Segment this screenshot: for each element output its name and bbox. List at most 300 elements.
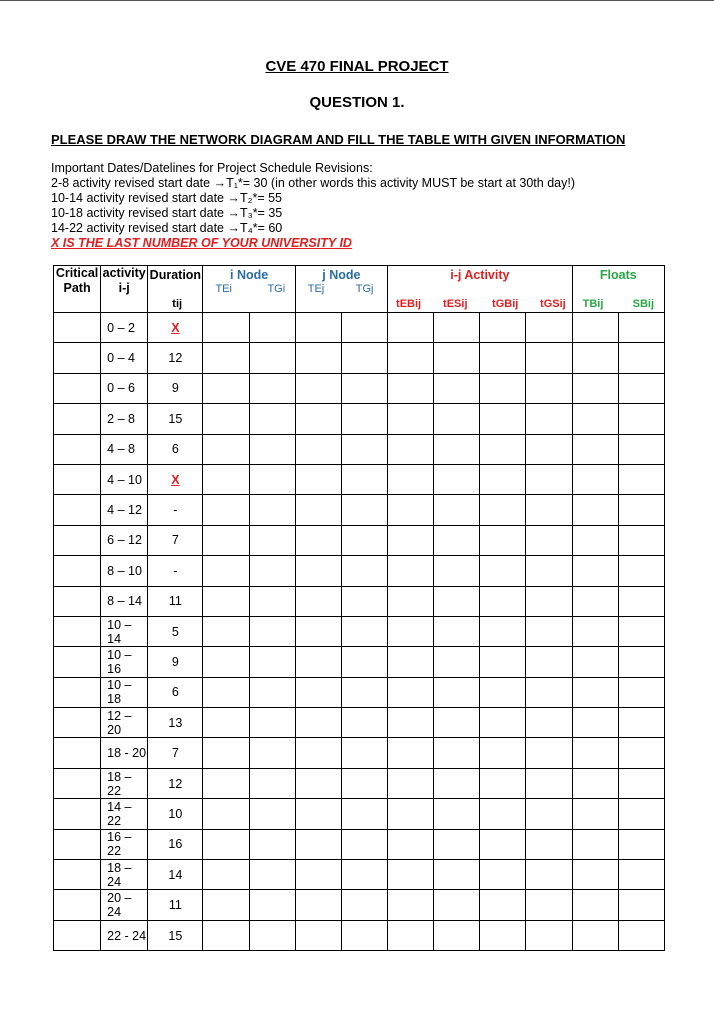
header-tgj: TGj: [355, 283, 374, 295]
blank-answer-cell[interactable]: [388, 768, 434, 798]
blank-answer-cell[interactable]: [526, 890, 572, 920]
table-row: [54, 768, 665, 798]
blank-answer-cell[interactable]: [249, 616, 295, 646]
blank-answer-cell[interactable]: [341, 738, 387, 768]
blank-answer-cell[interactable]: [388, 799, 434, 829]
blank-answer-cell[interactable]: [572, 525, 618, 555]
activity-cell: 10 – 14: [101, 616, 148, 646]
duration-cell: 14: [148, 860, 203, 890]
blank-answer-cell[interactable]: [618, 890, 664, 920]
blank-answer-cell[interactable]: [526, 495, 572, 525]
blank-answer-cell[interactable]: [203, 768, 249, 798]
blank-answer-cell[interactable]: [480, 525, 526, 555]
activity-cell: 2 – 8: [101, 404, 148, 434]
critical-path-cell[interactable]: [54, 738, 101, 768]
blank-answer-cell[interactable]: [249, 434, 295, 464]
blank-answer-cell[interactable]: [203, 677, 249, 707]
blank-answer-cell[interactable]: [526, 860, 572, 890]
critical-path-cell[interactable]: [54, 768, 101, 798]
blank-answer-cell[interactable]: [572, 313, 618, 343]
blank-answer-cell[interactable]: [295, 586, 341, 616]
table-row: [54, 890, 665, 920]
blank-answer-cell[interactable]: [341, 525, 387, 555]
blank-answer-cell[interactable]: [526, 677, 572, 707]
blank-answer-cell[interactable]: [618, 708, 664, 738]
blank-answer-cell[interactable]: [526, 343, 572, 373]
blank-answer-cell[interactable]: [341, 799, 387, 829]
blank-answer-cell[interactable]: [618, 434, 664, 464]
blank-answer-cell[interactable]: [526, 920, 572, 950]
blank-answer-cell[interactable]: [295, 373, 341, 403]
blank-answer-cell[interactable]: [572, 434, 618, 464]
blank-answer-cell[interactable]: [434, 799, 480, 829]
blank-answer-cell[interactable]: [341, 464, 387, 494]
blank-answer-cell[interactable]: [526, 647, 572, 677]
table-row: [54, 525, 665, 555]
blank-answer-cell[interactable]: [341, 920, 387, 950]
blank-answer-cell[interactable]: [341, 829, 387, 859]
blank-answer-cell[interactable]: [341, 343, 387, 373]
blank-answer-cell[interactable]: [434, 890, 480, 920]
blank-answer-cell[interactable]: [203, 920, 249, 950]
blank-answer-cell[interactable]: [295, 556, 341, 586]
activity-cell: 12 – 20: [101, 708, 148, 738]
duration-cell: -: [148, 495, 203, 525]
revision-notes: [51, 161, 575, 251]
blank-answer-cell[interactable]: [572, 556, 618, 586]
duration-cell: 9: [148, 373, 203, 403]
blank-answer-cell[interactable]: [295, 434, 341, 464]
activity-cell: 22 - 24: [101, 920, 148, 950]
blank-answer-cell[interactable]: [480, 616, 526, 646]
table-row: [54, 404, 665, 434]
blank-answer-cell[interactable]: [203, 556, 249, 586]
blank-answer-cell[interactable]: [572, 829, 618, 859]
table-row: [54, 647, 665, 677]
blank-answer-cell[interactable]: [203, 860, 249, 890]
blank-answer-cell[interactable]: [526, 313, 572, 343]
blank-answer-cell[interactable]: [249, 586, 295, 616]
blank-answer-cell[interactable]: [341, 313, 387, 343]
blank-answer-cell[interactable]: [480, 647, 526, 677]
header-tgi: TGi: [267, 283, 286, 295]
activity-cell: 20 – 24: [101, 890, 148, 920]
blank-answer-cell[interactable]: [434, 434, 480, 464]
critical-path-cell[interactable]: [54, 586, 101, 616]
blank-answer-cell[interactable]: [249, 920, 295, 950]
duration-cell: 13: [148, 708, 203, 738]
header-duration-label: Duration: [149, 268, 202, 282]
blank-answer-cell[interactable]: [295, 313, 341, 343]
blank-answer-cell[interactable]: [388, 373, 434, 403]
duration-cell: 9: [148, 647, 203, 677]
blank-answer-cell[interactable]: [203, 829, 249, 859]
blank-answer-cell[interactable]: [249, 738, 295, 768]
blank-answer-cell[interactable]: [572, 495, 618, 525]
blank-answer-cell[interactable]: [618, 404, 664, 434]
blank-answer-cell[interactable]: [618, 525, 664, 555]
blank-answer-cell[interactable]: [434, 738, 480, 768]
blank-answer-cell[interactable]: [295, 525, 341, 555]
duration-cell: -: [148, 556, 203, 586]
blank-answer-cell[interactable]: [341, 586, 387, 616]
blank-answer-cell[interactable]: [341, 890, 387, 920]
blank-answer-cell[interactable]: [572, 920, 618, 950]
activity-cell: 0 – 6: [101, 373, 148, 403]
blank-answer-cell[interactable]: [203, 495, 249, 525]
blank-answer-cell[interactable]: [203, 799, 249, 829]
blank-answer-cell[interactable]: [388, 647, 434, 677]
blank-answer-cell[interactable]: [295, 829, 341, 859]
blank-answer-cell[interactable]: [388, 495, 434, 525]
header-j-node-label: j Node: [322, 268, 361, 282]
blank-answer-cell[interactable]: [618, 343, 664, 373]
blank-answer-cell[interactable]: [388, 343, 434, 373]
blank-answer-cell[interactable]: [572, 343, 618, 373]
duration-cell: 6: [148, 677, 203, 707]
blank-answer-cell[interactable]: [480, 860, 526, 890]
blank-answer-cell[interactable]: [480, 434, 526, 464]
blank-answer-cell[interactable]: [341, 434, 387, 464]
duration-cell: 12: [148, 343, 203, 373]
blank-answer-cell[interactable]: [341, 556, 387, 586]
blank-answer-cell[interactable]: [341, 708, 387, 738]
blank-answer-cell[interactable]: [295, 647, 341, 677]
blank-answer-cell[interactable]: [618, 616, 664, 646]
table-row: [54, 464, 665, 494]
blank-answer-cell[interactable]: [388, 313, 434, 343]
blank-answer-cell[interactable]: [203, 404, 249, 434]
blank-answer-cell[interactable]: [295, 404, 341, 434]
blank-answer-cell[interactable]: [618, 313, 664, 343]
blank-answer-cell[interactable]: [572, 647, 618, 677]
duration-cell: [148, 464, 203, 494]
blank-answer-cell[interactable]: [203, 313, 249, 343]
blank-answer-cell[interactable]: [572, 373, 618, 403]
activity-cell: 10 – 18: [101, 677, 148, 707]
blank-answer-cell[interactable]: [480, 799, 526, 829]
x-duration-mark: X: [171, 320, 180, 335]
blank-answer-cell[interactable]: [434, 495, 480, 525]
header-duration: [148, 266, 203, 313]
blank-answer-cell[interactable]: [526, 586, 572, 616]
duration-cell: 15: [148, 920, 203, 950]
critical-path-cell[interactable]: [54, 373, 101, 403]
duration-cell: 7: [148, 738, 203, 768]
blank-answer-cell[interactable]: [572, 616, 618, 646]
blank-answer-cell[interactable]: [434, 829, 480, 859]
blank-answer-cell[interactable]: [480, 768, 526, 798]
blank-answer-cell[interactable]: [618, 829, 664, 859]
blank-answer-cell[interactable]: [434, 373, 480, 403]
table-row: [54, 860, 665, 890]
blank-answer-cell[interactable]: [526, 708, 572, 738]
blank-answer-cell[interactable]: [249, 556, 295, 586]
blank-answer-cell[interactable]: [203, 738, 249, 768]
blank-answer-cell[interactable]: [388, 708, 434, 738]
blank-answer-cell[interactable]: [480, 495, 526, 525]
table-row: [54, 829, 665, 859]
blank-answer-cell[interactable]: [203, 708, 249, 738]
blank-answer-cell[interactable]: [203, 373, 249, 403]
blank-answer-cell[interactable]: [203, 343, 249, 373]
table-row: [54, 373, 665, 403]
blank-answer-cell[interactable]: [295, 860, 341, 890]
blank-answer-cell[interactable]: [526, 525, 572, 555]
activity-cell: 14 – 22: [101, 799, 148, 829]
blank-answer-cell[interactable]: [618, 677, 664, 707]
table-row: [54, 677, 665, 707]
blank-answer-cell[interactable]: [249, 313, 295, 343]
table-header-row: [54, 266, 665, 313]
blank-answer-cell[interactable]: [526, 434, 572, 464]
blank-answer-cell[interactable]: [618, 464, 664, 494]
blank-answer-cell[interactable]: [388, 890, 434, 920]
blank-answer-cell[interactable]: [618, 799, 664, 829]
blank-answer-cell[interactable]: [388, 404, 434, 434]
blank-answer-cell[interactable]: [295, 464, 341, 494]
duration-cell: 7: [148, 525, 203, 555]
blank-answer-cell[interactable]: [341, 768, 387, 798]
blank-answer-cell[interactable]: [388, 677, 434, 707]
critical-path-cell[interactable]: [54, 464, 101, 494]
critical-path-cell[interactable]: [54, 434, 101, 464]
blank-answer-cell[interactable]: [388, 464, 434, 494]
blank-answer-cell[interactable]: [295, 738, 341, 768]
critical-path-cell[interactable]: [54, 708, 101, 738]
blank-answer-cell[interactable]: [480, 829, 526, 859]
critical-path-cell[interactable]: [54, 647, 101, 677]
blank-answer-cell[interactable]: [434, 768, 480, 798]
blank-answer-cell[interactable]: [249, 799, 295, 829]
blank-answer-cell[interactable]: [341, 373, 387, 403]
blank-answer-cell[interactable]: [434, 464, 480, 494]
blank-answer-cell[interactable]: [618, 738, 664, 768]
blank-answer-cell[interactable]: [618, 860, 664, 890]
header-tgbij: tGBij: [492, 298, 519, 310]
critical-path-cell[interactable]: [54, 860, 101, 890]
page-top-border: [0, 0, 714, 1]
critical-path-cell[interactable]: [54, 525, 101, 555]
blank-answer-cell[interactable]: [341, 404, 387, 434]
table-row: [54, 799, 665, 829]
blank-answer-cell[interactable]: [526, 829, 572, 859]
instruction-text: PLEASE DRAW THE NETWORK DIAGRAM AND FILL THE TABLE WITH GIVEN INFORMATION: [51, 132, 626, 147]
blank-answer-cell[interactable]: [388, 586, 434, 616]
blank-answer-cell[interactable]: [480, 586, 526, 616]
blank-answer-cell[interactable]: [341, 677, 387, 707]
table-row: [54, 586, 665, 616]
blank-answer-cell[interactable]: [618, 495, 664, 525]
duration-cell: 5: [148, 616, 203, 646]
blank-answer-cell[interactable]: [572, 738, 618, 768]
activity-cell: 10 – 16: [101, 647, 148, 677]
blank-answer-cell[interactable]: [480, 556, 526, 586]
blank-answer-cell[interactable]: [526, 799, 572, 829]
note-line: 10-14 activity revised start date →T₂*= 55: [51, 191, 282, 205]
blank-answer-cell[interactable]: [295, 768, 341, 798]
blank-answer-cell[interactable]: [526, 768, 572, 798]
note-line: 14-22 activity revised start date →T₄*= 60: [51, 221, 283, 235]
blank-answer-cell[interactable]: [434, 556, 480, 586]
blank-answer-cell[interactable]: [434, 343, 480, 373]
blank-answer-cell[interactable]: [341, 647, 387, 677]
blank-answer-cell[interactable]: [203, 586, 249, 616]
blank-answer-cell[interactable]: [434, 708, 480, 738]
table-row: [54, 708, 665, 738]
activity-cell: 4 – 10: [101, 464, 148, 494]
blank-answer-cell[interactable]: [249, 860, 295, 890]
activity-cell: 0 – 2: [101, 313, 148, 343]
blank-answer-cell[interactable]: [572, 708, 618, 738]
header-floats: [572, 266, 664, 313]
blank-answer-cell[interactable]: [249, 677, 295, 707]
table-row: [54, 738, 665, 768]
blank-answer-cell[interactable]: [388, 556, 434, 586]
blank-answer-cell[interactable]: [341, 495, 387, 525]
blank-answer-cell[interactable]: [295, 495, 341, 525]
header-tei: TEi: [215, 283, 232, 295]
blank-answer-cell[interactable]: [526, 373, 572, 403]
blank-answer-cell[interactable]: [480, 343, 526, 373]
blank-answer-cell[interactable]: [434, 647, 480, 677]
blank-answer-cell[interactable]: [618, 647, 664, 677]
blank-answer-cell[interactable]: [572, 464, 618, 494]
blank-answer-cell[interactable]: [572, 799, 618, 829]
critical-path-cell[interactable]: [54, 404, 101, 434]
activity-cell: 4 – 8: [101, 434, 148, 464]
critical-path-cell[interactable]: [54, 890, 101, 920]
blank-answer-cell[interactable]: [295, 920, 341, 950]
blank-answer-cell[interactable]: [249, 829, 295, 859]
duration-cell: 6: [148, 434, 203, 464]
blank-answer-cell[interactable]: [480, 708, 526, 738]
blank-answer-cell[interactable]: [249, 890, 295, 920]
critical-path-cell[interactable]: [54, 343, 101, 373]
header-floats-label: Floats: [599, 268, 637, 282]
blank-answer-cell[interactable]: [434, 677, 480, 707]
question-heading: QUESTION 1.: [309, 94, 405, 111]
blank-answer-cell[interactable]: [295, 343, 341, 373]
blank-answer-cell[interactable]: [618, 586, 664, 616]
blank-answer-cell[interactable]: [618, 768, 664, 798]
critical-path-cell[interactable]: [54, 556, 101, 586]
blank-answer-cell[interactable]: [526, 556, 572, 586]
critical-path-cell[interactable]: [54, 920, 101, 950]
blank-answer-cell[interactable]: [434, 404, 480, 434]
blank-answer-cell[interactable]: [434, 616, 480, 646]
blank-answer-cell[interactable]: [249, 373, 295, 403]
blank-answer-cell[interactable]: [434, 313, 480, 343]
blank-answer-cell[interactable]: [572, 404, 618, 434]
blank-answer-cell[interactable]: [203, 434, 249, 464]
blank-answer-cell[interactable]: [203, 464, 249, 494]
blank-answer-cell[interactable]: [480, 890, 526, 920]
header-tej: TEj: [307, 283, 325, 295]
blank-answer-cell[interactable]: [249, 495, 295, 525]
blank-answer-cell[interactable]: [295, 799, 341, 829]
blank-answer-cell[interactable]: [480, 464, 526, 494]
blank-answer-cell[interactable]: [480, 738, 526, 768]
blank-answer-cell[interactable]: [249, 404, 295, 434]
blank-answer-cell[interactable]: [388, 860, 434, 890]
activity-cell: 4 – 12: [101, 495, 148, 525]
header-tesij: tESij: [443, 298, 468, 310]
critical-path-cell[interactable]: [54, 677, 101, 707]
blank-answer-cell[interactable]: [388, 434, 434, 464]
header-i-node: [203, 266, 295, 313]
blank-answer-cell[interactable]: [388, 829, 434, 859]
blank-answer-cell[interactable]: [249, 464, 295, 494]
blank-answer-cell[interactable]: [572, 890, 618, 920]
blank-answer-cell[interactable]: [434, 586, 480, 616]
blank-answer-cell[interactable]: [480, 920, 526, 950]
blank-answer-cell[interactable]: [249, 768, 295, 798]
blank-answer-cell[interactable]: [480, 313, 526, 343]
critical-path-cell[interactable]: [54, 495, 101, 525]
blank-answer-cell[interactable]: [295, 616, 341, 646]
blank-answer-cell[interactable]: [572, 677, 618, 707]
activity-cell: 16 – 22: [101, 829, 148, 859]
blank-answer-cell[interactable]: [388, 525, 434, 555]
blank-answer-cell[interactable]: [249, 708, 295, 738]
blank-answer-cell[interactable]: [295, 708, 341, 738]
blank-answer-cell[interactable]: [388, 920, 434, 950]
table-row: [54, 313, 665, 343]
critical-path-cell[interactable]: [54, 799, 101, 829]
header-j-node: [295, 266, 387, 313]
blank-answer-cell[interactable]: [434, 525, 480, 555]
blank-answer-cell[interactable]: [526, 738, 572, 768]
blank-answer-cell[interactable]: [203, 647, 249, 677]
blank-answer-cell[interactable]: [434, 860, 480, 890]
blank-answer-cell[interactable]: [526, 616, 572, 646]
table-row: [54, 343, 665, 373]
blank-answer-cell[interactable]: [526, 464, 572, 494]
header-ij-activity: [388, 266, 573, 313]
blank-answer-cell[interactable]: [388, 738, 434, 768]
critical-path-cell[interactable]: [54, 616, 101, 646]
header-i-node-label: i Node: [230, 268, 269, 282]
blank-answer-cell[interactable]: [249, 343, 295, 373]
blank-answer-cell[interactable]: [480, 404, 526, 434]
blank-answer-cell[interactable]: [618, 556, 664, 586]
blank-answer-cell[interactable]: [249, 525, 295, 555]
blank-answer-cell[interactable]: [295, 890, 341, 920]
blank-answer-cell[interactable]: [572, 586, 618, 616]
blank-answer-cell[interactable]: [618, 920, 664, 950]
document-title: CVE 470 FINAL PROJECT: [265, 58, 449, 75]
blank-answer-cell[interactable]: [618, 373, 664, 403]
blank-answer-cell[interactable]: [572, 860, 618, 890]
blank-answer-cell[interactable]: [203, 616, 249, 646]
blank-answer-cell[interactable]: [295, 677, 341, 707]
blank-answer-cell[interactable]: [249, 647, 295, 677]
blank-answer-cell[interactable]: [203, 890, 249, 920]
blank-answer-cell[interactable]: [203, 525, 249, 555]
critical-path-cell[interactable]: [54, 829, 101, 859]
blank-answer-cell[interactable]: [341, 616, 387, 646]
critical-path-cell[interactable]: [54, 313, 101, 343]
blank-answer-cell[interactable]: [341, 860, 387, 890]
blank-answer-cell[interactable]: [388, 616, 434, 646]
blank-answer-cell[interactable]: [480, 677, 526, 707]
blank-answer-cell[interactable]: [480, 373, 526, 403]
blank-answer-cell[interactable]: [572, 768, 618, 798]
blank-answer-cell[interactable]: [526, 404, 572, 434]
blank-answer-cell[interactable]: [434, 920, 480, 950]
duration-cell: 10: [148, 799, 203, 829]
